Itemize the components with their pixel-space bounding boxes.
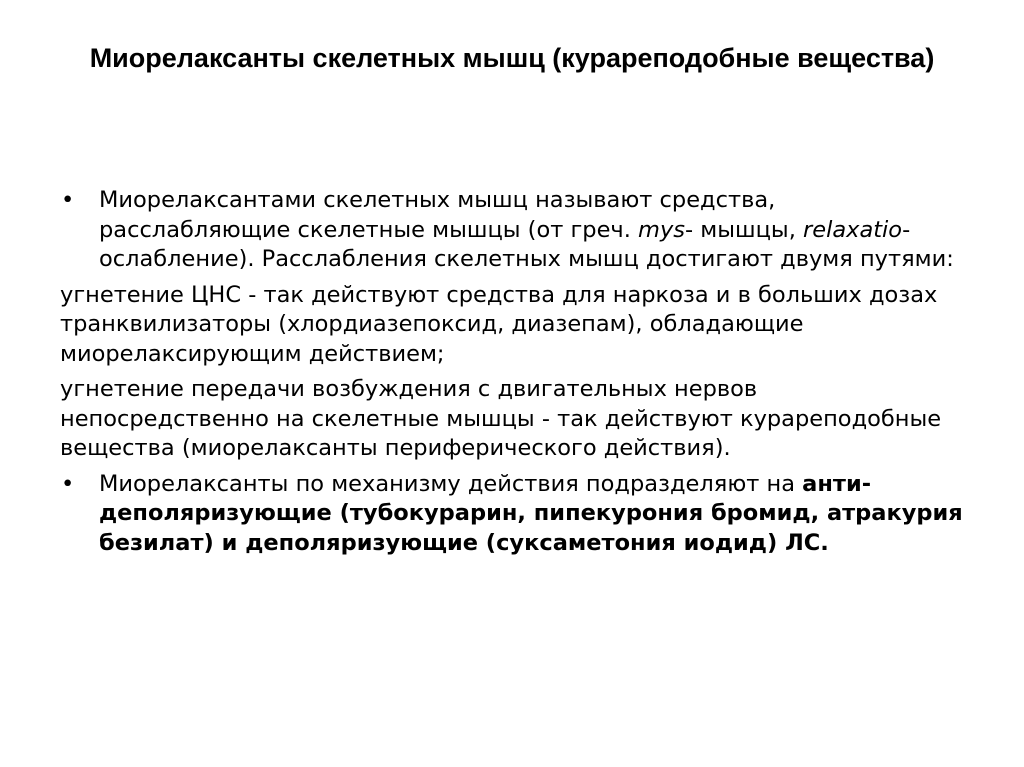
classification-bold-text: анти-деполяризующие (тубокурарин, пипекурония бромид, атракурия безилат) и деполяризующие (суксаметония иодид) ЛС. bbox=[99, 470, 963, 556]
bullet-paragraph-definition bbox=[60, 186, 970, 275]
term-relaxatio: relaxatio bbox=[803, 216, 903, 243]
bullet-marker: • bbox=[61, 470, 75, 497]
classification-text: Миорелаксанты по механизму действия подразделяют на bbox=[99, 470, 803, 497]
paragraph-transmission-inhibition: угнетение передачи возбуждения с двигательных нервов непосредственно на скелетные мышцы - так действуют курареподобные вещества (миорелаксанты периферического действия). bbox=[60, 376, 942, 461]
definition-text-3: - ослабление). Расслабления скелетных мышц достигают двумя путями: bbox=[99, 216, 954, 272]
bullet-paragraph-classification bbox=[60, 470, 970, 559]
definition-text-1: Миорелаксантами скелетных мышц называют средства, расслабляющие скелетные мышцы (от греч. bbox=[99, 187, 776, 243]
bullet-marker: • bbox=[61, 187, 75, 213]
slide-content bbox=[60, 186, 970, 564]
term-mys: mys bbox=[638, 216, 686, 243]
paragraph-cns-depression: угнетение ЦНС - так действуют средства для наркоза и в больших дозах транквилизаторы (хлордиазепоксид, диазепам), обладающие миорелаксирующим действием; bbox=[60, 281, 938, 367]
definition-text-2: - мышцы, bbox=[685, 216, 803, 243]
slide-title: Миорелаксанты скелетных мышц (курареподобные вещества) bbox=[89, 43, 935, 73]
